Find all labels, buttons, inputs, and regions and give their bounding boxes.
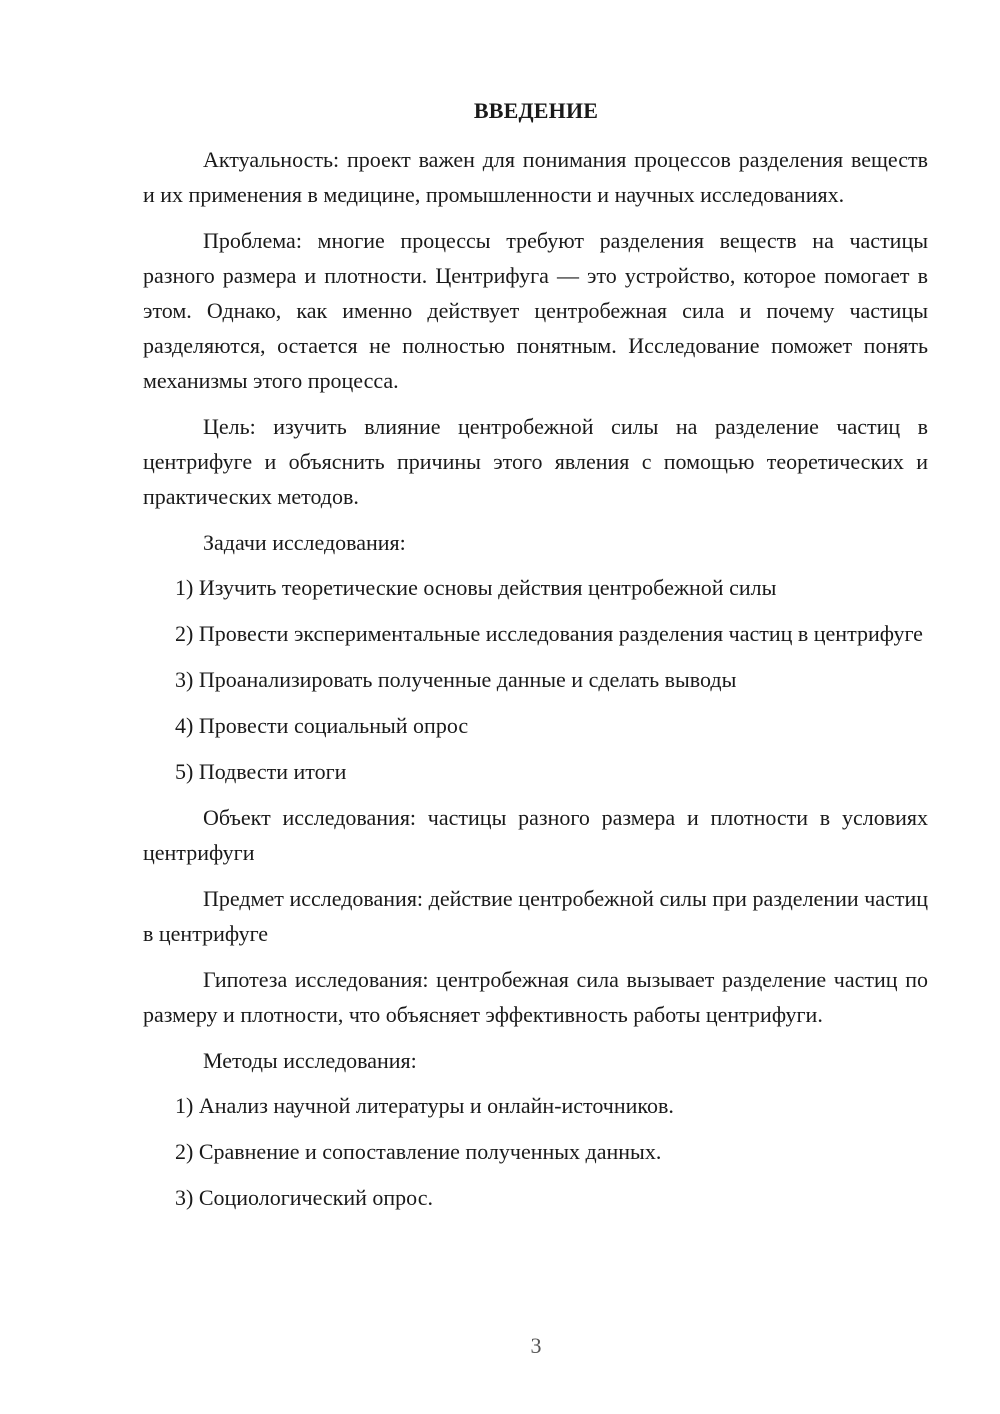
goal-paragraph: Цель: изучить влияние центробежной силы на разделение частиц в центрифуге и объяснить причины этого явления с помощью теоретических и практических методов.: [143, 414, 928, 509]
methods-list: [143, 1088, 928, 1215]
method-item-2: 2) Сравнение и сопоставление полученных данных.: [175, 1139, 662, 1164]
tasks-heading: Задачи исследования:: [203, 530, 406, 555]
object-paragraph: Объект исследования: частицы разного размера и плотности в условиях центрифуги: [143, 805, 928, 865]
hypothesis-paragraph: Гипотеза исследования: центробежная сила вызывает разделение частиц по размеру и плотности, что объясняет эффективность работы центрифуги.: [143, 967, 928, 1027]
methods-heading: Методы исследования:: [203, 1048, 417, 1073]
method-item-1: 1) Анализ научной литературы и онлайн-источников.: [175, 1093, 674, 1118]
task-item-2: 2) Провести экспериментальные исследования разделения частиц в центрифуге: [175, 621, 923, 646]
page-title: ВВЕДЕНИЕ: [473, 98, 599, 123]
page-body: [143, 142, 928, 1226]
relevance-paragraph: Актуальность: проект важен для понимания процессов разделения веществ и их применения в медицине, промышленности и научных исследованиях.: [143, 147, 928, 207]
task-item-1: 1) Изучить теоретические основы действия центробежной силы: [175, 575, 777, 600]
page-number: 3: [530, 1333, 542, 1358]
task-item-3: 3) Проанализировать полученные данные и сделать выводы: [175, 667, 737, 692]
method-item-3: 3) Социологический опрос.: [175, 1185, 433, 1210]
task-item-5: 5) Подвести итоги: [175, 759, 347, 784]
task-item-4: 4) Провести социальный опрос: [175, 713, 469, 738]
problem-paragraph: Проблема: многие процессы требуют разделения веществ на частицы разного размера и плотности. Центрифуга — это устройство, которое помогает в этом. Однако, как именно действует центробежная сила и почему частицы разделяются, остается не полностью понятным. Исследование поможет понять механизмы этого процесса.: [143, 228, 928, 393]
tasks-list: [143, 570, 928, 789]
subject-paragraph: Предмет исследования: действие центробежной силы при разделении частиц в центрифуге: [143, 886, 928, 946]
